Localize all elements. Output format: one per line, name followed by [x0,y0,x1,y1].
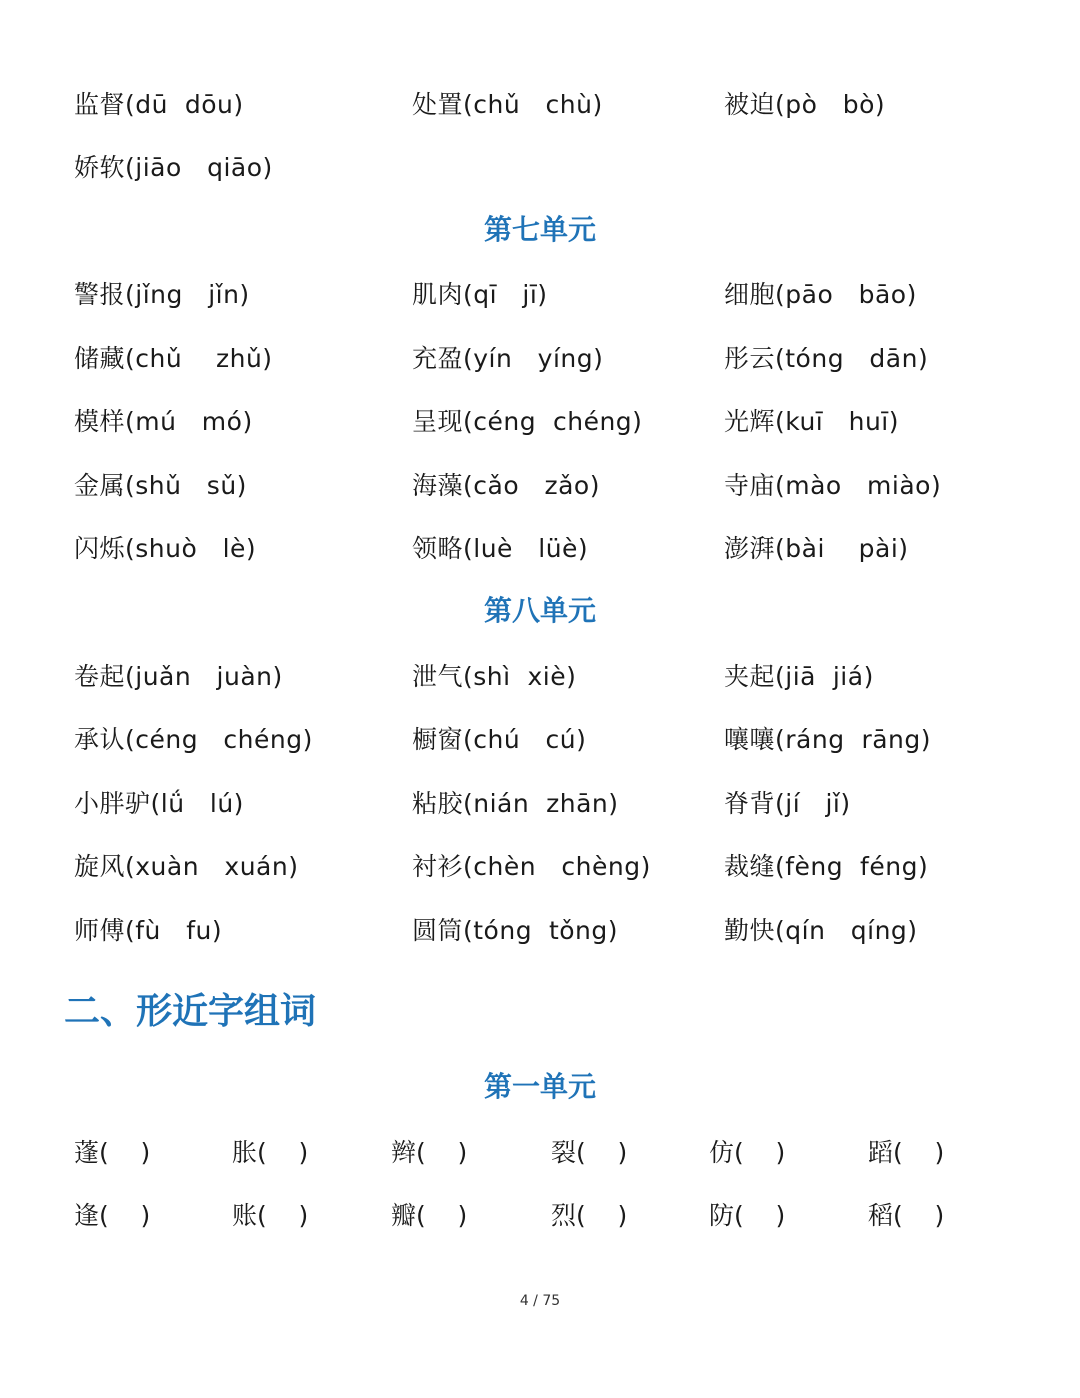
pinyin-row [0,779,1080,829]
pinyin-item: 监督(dū dōu) [74,90,244,119]
pinyin-row [0,906,1080,956]
pinyin-item: 警报(jǐng jǐn) [74,280,250,309]
pinyin-item: 娇软(jiāo qiāo) [74,153,273,182]
pinyin-item: 被迫(pò bò) [724,90,886,119]
pinyin-item: 泄气(shì xiè) [412,662,577,691]
word-blank: 胀( ) [232,1138,309,1167]
pinyin-item: 小胖驴(lǘ lú) [74,789,244,818]
pinyin-row [0,80,1080,130]
word-blank: 烈( ) [551,1201,628,1230]
pinyin-item: 闪烁(shuò lè) [74,534,257,563]
pinyin-item: 夹起(jiā jiá) [724,662,874,691]
word-blank: 裂( ) [551,1138,628,1167]
pinyin-item: 勤快(qín qíng) [724,916,918,945]
word-row [0,1191,1080,1241]
word-blank: 账( ) [232,1201,309,1230]
pinyin-item: 领略(luè lüè) [412,534,589,563]
page-number: 4 / 75 [519,1293,561,1309]
pinyin-row [0,397,1080,447]
section-title: 二、形近字组词 [64,990,317,1032]
word-blank: 仿( ) [709,1138,786,1167]
word-blank: 稻( ) [868,1201,945,1230]
pinyin-item: 旋风(xuàn xuán) [74,852,299,881]
pinyin-item: 橱窗(chú cú) [412,725,587,754]
word-blank: 瓣( ) [391,1201,468,1230]
word-blank: 蹈( ) [868,1138,945,1167]
pinyin-item: 承认(céng chéng) [74,725,313,754]
pinyin-row [0,715,1080,765]
pinyin-item: 衬衫(chèn chèng) [412,852,651,881]
pinyin-row [0,270,1080,320]
pinyin-item: 寺庙(mào miào) [724,471,942,500]
pinyin-row [0,461,1080,511]
unit-title: 第七单元 [483,213,596,246]
pinyin-item: 脊背(jí jǐ) [724,789,851,818]
pinyin-row [0,143,1080,193]
pinyin-row [0,842,1080,892]
unit-title: 第一单元 [483,1070,596,1103]
pinyin-row [0,524,1080,574]
pinyin-item: 粘胶(nián zhān) [412,789,619,818]
pinyin-item: 肌肉(qī jī) [412,280,548,309]
pinyin-row [0,334,1080,384]
word-blank: 辫( ) [391,1138,468,1167]
pinyin-item: 裁缝(fèng féng) [724,852,929,881]
pinyin-item: 细胞(pāo bāo) [724,280,917,309]
pinyin-item: 嚷嚷(ráng rāng) [724,725,932,754]
pinyin-item: 卷起(juǎn juàn) [74,662,283,691]
pinyin-item: 海藻(cǎo zǎo) [412,471,600,500]
pinyin-item: 充盈(yín yíng) [412,344,604,373]
pinyin-item: 储藏(chǔ zhǔ) [74,344,273,373]
pinyin-item: 光辉(kuī huī) [724,407,899,436]
word-row [0,1128,1080,1178]
pinyin-item: 圆筒(tóng tǒng) [412,916,619,945]
pinyin-item: 处置(chǔ chù) [412,90,603,119]
pinyin-item: 呈现(céng chéng) [412,407,643,436]
pinyin-item: 金属(shǔ sǔ) [74,471,247,500]
word-blank: 防( ) [709,1201,786,1230]
pinyin-item: 澎湃(bài pài) [724,534,909,563]
word-blank: 蓬( ) [74,1138,151,1167]
pinyin-item: 师傅(fù fu) [74,916,223,945]
pinyin-item: 模样(mú mó) [74,407,253,436]
unit-title: 第八单元 [483,594,596,627]
pinyin-item: 彤云(tóng dān) [724,344,929,373]
word-blank: 逢( ) [74,1201,151,1230]
pinyin-row [0,652,1080,702]
